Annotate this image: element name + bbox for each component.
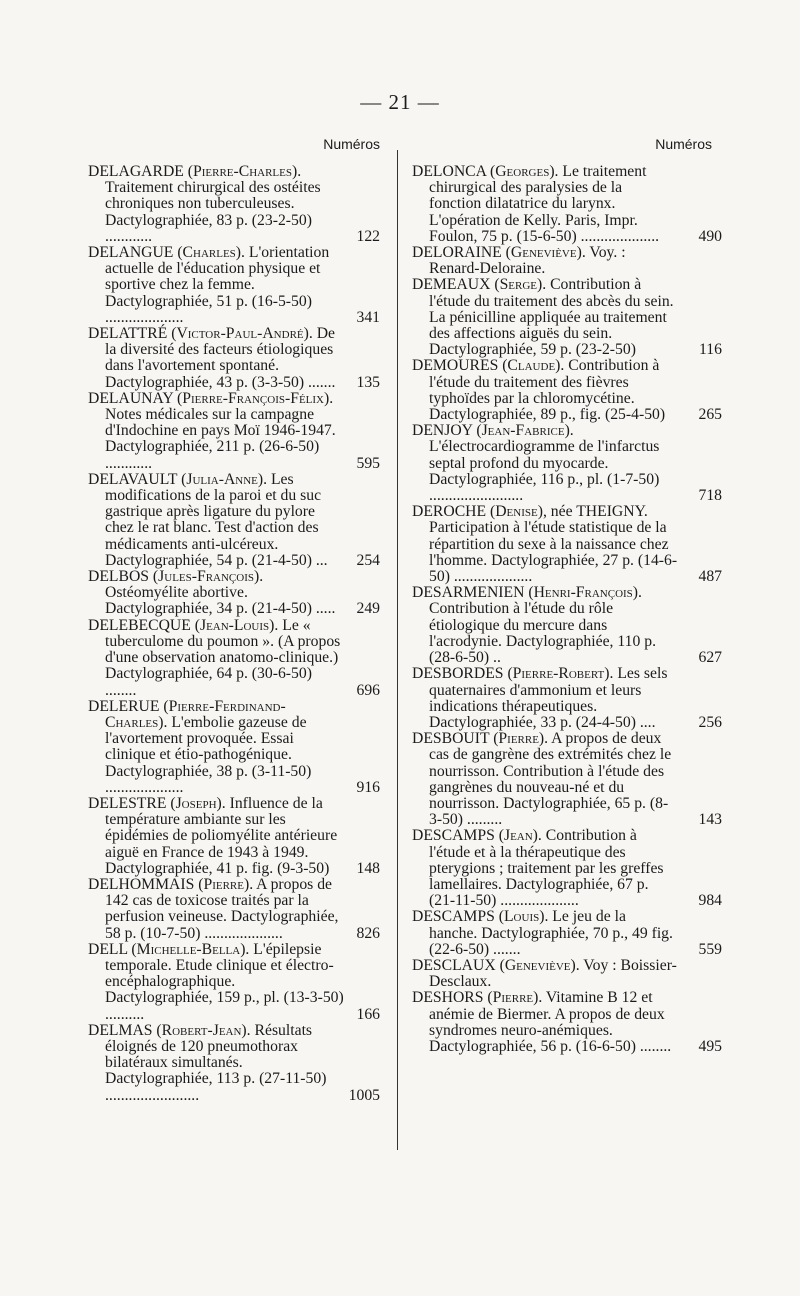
- entry-author: DELATTRÉ (Victor-Paul-André).: [88, 325, 313, 343]
- entry-number: 166: [356, 1005, 380, 1023]
- index-entry: [88, 618, 380, 699]
- left-entry-list: [88, 164, 380, 1104]
- entry-text: [88, 472, 346, 569]
- page-number: — 21 —: [360, 90, 440, 114]
- index-entry: [412, 503, 722, 586]
- entry-description: Vitamine B 12 et anémie de Biermer. A propos de deux syndromes neuro-anémiques. Dactylographiée, 56 p. (16-6-50) ........: [429, 989, 672, 1055]
- entry-number: 148: [356, 859, 380, 877]
- entry-text: [412, 164, 678, 245]
- entry-number: 122: [356, 227, 380, 245]
- entry-number: 984: [698, 892, 722, 910]
- entry-description: Le « tuberculome du poumon ». (A propos d'une observation anatomo-clinique.) Dactylographiée, 64 p. (30-6-50) ........: [105, 616, 341, 699]
- index-entry: [88, 877, 380, 942]
- entry-number: 627: [698, 649, 722, 667]
- index-entry: [412, 827, 722, 910]
- index-entry: [412, 276, 722, 359]
- index-entry: [412, 908, 722, 958]
- entry-description: née THEIGNY. Participation à l'étude statistique de la répartition du sexe à la naissance chez l'homme. Dactylographiée, 27 p. (14-6-50) ....................: [429, 503, 678, 586]
- entry-number: 595: [356, 454, 380, 472]
- entry-text: [88, 699, 346, 796]
- entry-author: DESCAMPS (Louis).: [412, 908, 549, 926]
- index-entry: [88, 569, 380, 618]
- entry-number: 1005: [348, 1086, 380, 1104]
- entry-number: 559: [698, 940, 722, 958]
- index-entry: [412, 665, 722, 731]
- entry-description: L'électrocardiogramme de l'infarctus septal profond du myocarde. Dactylographiée, 116 p., pl. (1-7-50) ........................: [429, 438, 660, 505]
- entry-number: 341: [356, 308, 380, 326]
- entry-author: DESCAMPS (Jean).: [412, 827, 542, 845]
- entry-description: Voy. : Renard-Deloraine.: [429, 244, 626, 278]
- index-entry: [88, 245, 380, 326]
- entry-text: [88, 877, 346, 942]
- index-entry: [412, 245, 712, 277]
- entry-author: DESARMENIEN (Henri-François).: [412, 584, 642, 602]
- entry-author: DELEBECQUE (Jean-Louis).: [88, 616, 279, 634]
- entry-text: [412, 245, 678, 277]
- right-column: [412, 136, 722, 1055]
- entry-number: 495: [698, 1037, 722, 1055]
- index-entry: [412, 357, 722, 424]
- entry-text: [88, 245, 346, 326]
- index-entry: [412, 989, 722, 1055]
- entry-description: Contribution à l'étude du traitement des abcès du sein. La pénicilline appliquée au traitement des affections aiguës du sein. Dactylographiée, 59 p. (23-2-50): [429, 276, 674, 359]
- entry-author: DELBOS (Jules-François).: [88, 568, 264, 586]
- entry-text: [88, 1023, 346, 1104]
- entry-author: DELONCA (Georges).: [412, 163, 559, 180]
- entry-author: DELL (Michelle-Bella).: [88, 940, 250, 958]
- entry-number: 254: [356, 551, 380, 569]
- entry-description: Contribution à l'étude du traitement des fièvres typhoïdes par la chloromycétine. Dactylographiée, 89 p., fig. (25-4-50): [429, 357, 666, 424]
- entry-text: [412, 585, 678, 666]
- entry-text: [412, 423, 678, 504]
- entry-description: Le traitement chirurgical des paralysies de la fonction dilatatrice du larynx. L'opération de Kelly. Paris, Impr. Foulon, 75 p. (15-6-50) ....................: [429, 163, 660, 245]
- right-column-header: Numéros: [655, 136, 712, 152]
- entry-author: DESHORS (Pierre).: [412, 989, 543, 1007]
- index-entry: [412, 584, 722, 667]
- entry-author: DELAVAULT (Julia-Anne).: [88, 470, 268, 488]
- entry-author: DELMAS (Robert-Jean).: [88, 1021, 251, 1039]
- entry-text: [412, 909, 678, 958]
- entry-description: L'épilepsie temporale. Etude clinique et électro-encéphalographique. Dactylographiée, 159 p., pl. (13-3-50) ..........: [105, 940, 344, 1023]
- entry-number: 490: [698, 227, 722, 245]
- index-entry: [412, 163, 722, 245]
- entry-text: [88, 796, 346, 877]
- entry-number: 135: [356, 373, 380, 391]
- column-divider: [397, 150, 398, 1150]
- entry-description: Les sels quaternaires d'ammonium et leurs indications thérapeutiques. Dactylographiée, 33 p. (24-4-50) ....: [429, 665, 668, 731]
- entry-text: [412, 990, 678, 1055]
- entry-text: [412, 731, 678, 828]
- entry-description: A propos de 142 cas de toxicose traités par la perfusion veineuse. Dactylographiée, 58 p. (10-7-50) ....................: [105, 875, 339, 942]
- entry-author: DESCLAUX (Geneviève).: [412, 956, 580, 974]
- index-entry: [412, 422, 722, 505]
- entry-text: [88, 164, 346, 245]
- index-entry: [88, 1023, 380, 1104]
- entry-description: Contribution à l'étude et à la thérapeutique des pterygions ; traitement par les greffes lamellaires. Dactylographiée, 67 p. (21-11-50) ....................: [429, 827, 664, 910]
- entry-author: DELORAINE (Geneviève).: [412, 244, 586, 262]
- entry-number: 116: [699, 341, 722, 359]
- entry-description: Contribution à l'étude du rôle étiologique du mercure dans l'acrodynie. Dactylographiée, 110 p. (28-6-50) ..: [429, 600, 657, 667]
- entry-number: 826: [356, 924, 380, 942]
- entry-description: L'orientation actuelle de l'éducation physique et sportive chez la femme. Dactylographiée, 51 p. (16-5-50) ....................: [105, 244, 330, 326]
- entry-text: [412, 828, 678, 909]
- entry-description: A propos de deux cas de gangrène des extrémités chez le nourrisson. Contribution à l'étude des gangrènes du nouveau-né et du nourrisson. Dactylographiée, 65 p. (8-3-50) .........: [429, 730, 672, 829]
- right-entry-list: [412, 163, 722, 1055]
- entry-description: Notes médicales sur la campagne d'Indochine en pays Moï 1946-1947. Dactylographiée, 211 p. (26-6-50) ............: [105, 406, 336, 472]
- index-entry: [88, 942, 380, 1023]
- entry-number: 249: [356, 600, 380, 618]
- entry-number: 143: [698, 811, 722, 829]
- entry-description: Le jeu de la hanche. Dactylographiée, 70 p., 49 fig. (22-6-50) .......: [429, 908, 673, 958]
- entry-author: DESBORDES (Pierre-Robert).: [412, 665, 614, 683]
- entry-author: DEMEAUX (Serge).: [412, 276, 547, 294]
- entry-author: DEROCHE (Denise),: [412, 503, 547, 521]
- entry-author: DELAGARDE (Pierre-Charles).: [88, 163, 302, 180]
- index-entry: [88, 391, 380, 472]
- entry-description: Voy : Boissier-Desclaux.: [429, 956, 677, 991]
- entry-number: 265: [698, 406, 722, 424]
- entry-text: [88, 391, 346, 472]
- entry-number: 718: [698, 487, 722, 505]
- entry-description: Résultats éloignés de 120 pneumothorax bilatéraux simultanés. Dactylographiée, 113 p. (27-11-50) ........................: [105, 1021, 327, 1104]
- entry-text: [88, 618, 346, 699]
- entry-number: 916: [356, 778, 380, 796]
- index-entry: [88, 326, 380, 391]
- entry-text: [412, 666, 678, 731]
- entry-description: Les modifications de la paroi et du suc gastrique après ligature du pylore chez le rat blanc. Test d'action des médicaments anti-ulcéreux. Dactylographiée, 54 p. (21-4-50) ...: [105, 470, 328, 569]
- entry-number: 696: [356, 681, 380, 699]
- entry-author: DELESTRE (Joseph).: [88, 794, 226, 812]
- entry-text: [412, 358, 678, 423]
- entry-author: DENJOY (Jean-Fabrice).: [412, 422, 574, 440]
- entry-description: Traitement chirurgical des ostéites chroniques non tuberculeuses. Dactylographiée, 83 p. (23-2-50) ............: [105, 179, 321, 245]
- index-entry: [412, 730, 722, 829]
- entry-author: DELHOMMAIS (Pierre).: [88, 875, 254, 893]
- index-entry: [412, 958, 712, 990]
- index-entry: [88, 699, 380, 796]
- entry-author: DESBOUIT (Pierre).: [412, 730, 549, 748]
- entry-description: Ostéomyélite abortive. Dactylographiée, 34 p. (21-4-50) .....: [105, 584, 336, 618]
- entry-number: 487: [698, 568, 722, 586]
- entry-text: [88, 942, 346, 1023]
- index-entry: [88, 796, 380, 877]
- entry-author: DELANGUE (Charles).: [88, 244, 245, 262]
- entry-author: DELAUNAY (Pierre-François-Félix).: [88, 389, 334, 407]
- entry-number: 256: [698, 713, 722, 731]
- left-column: [88, 136, 380, 1104]
- entry-text: [88, 326, 346, 391]
- entry-description: De la diversité des facteurs étiologiques dans l'avortement spontané. Dactylographiée, 43 p. (3-3-50) .......: [105, 325, 336, 391]
- entry-text: [412, 958, 678, 990]
- entry-description: Influence de la température ambiante sur les épidémies de poliomyélite antérieure aiguë en France de 1943 à 1949. Dactylographiée, 41 p. fig. (9-3-50): [105, 794, 338, 877]
- index-entry: [88, 164, 380, 245]
- entry-text: [412, 504, 678, 585]
- index-entry: [88, 472, 380, 569]
- left-column-header: Numéros: [323, 136, 380, 152]
- entry-description: L'embolie gazeuse de l'avortement provoquée. Essai clinique et étio-pathogénique. Dactylographiée, 38 p. (3-11-50) ....................: [105, 713, 312, 796]
- entry-text: [88, 569, 346, 618]
- entry-author: DEMOURES (Claude).: [412, 357, 565, 375]
- entry-author: DELERUE (Pierre-Ferdinand-Charles).: [88, 697, 286, 731]
- entry-text: [412, 277, 678, 358]
